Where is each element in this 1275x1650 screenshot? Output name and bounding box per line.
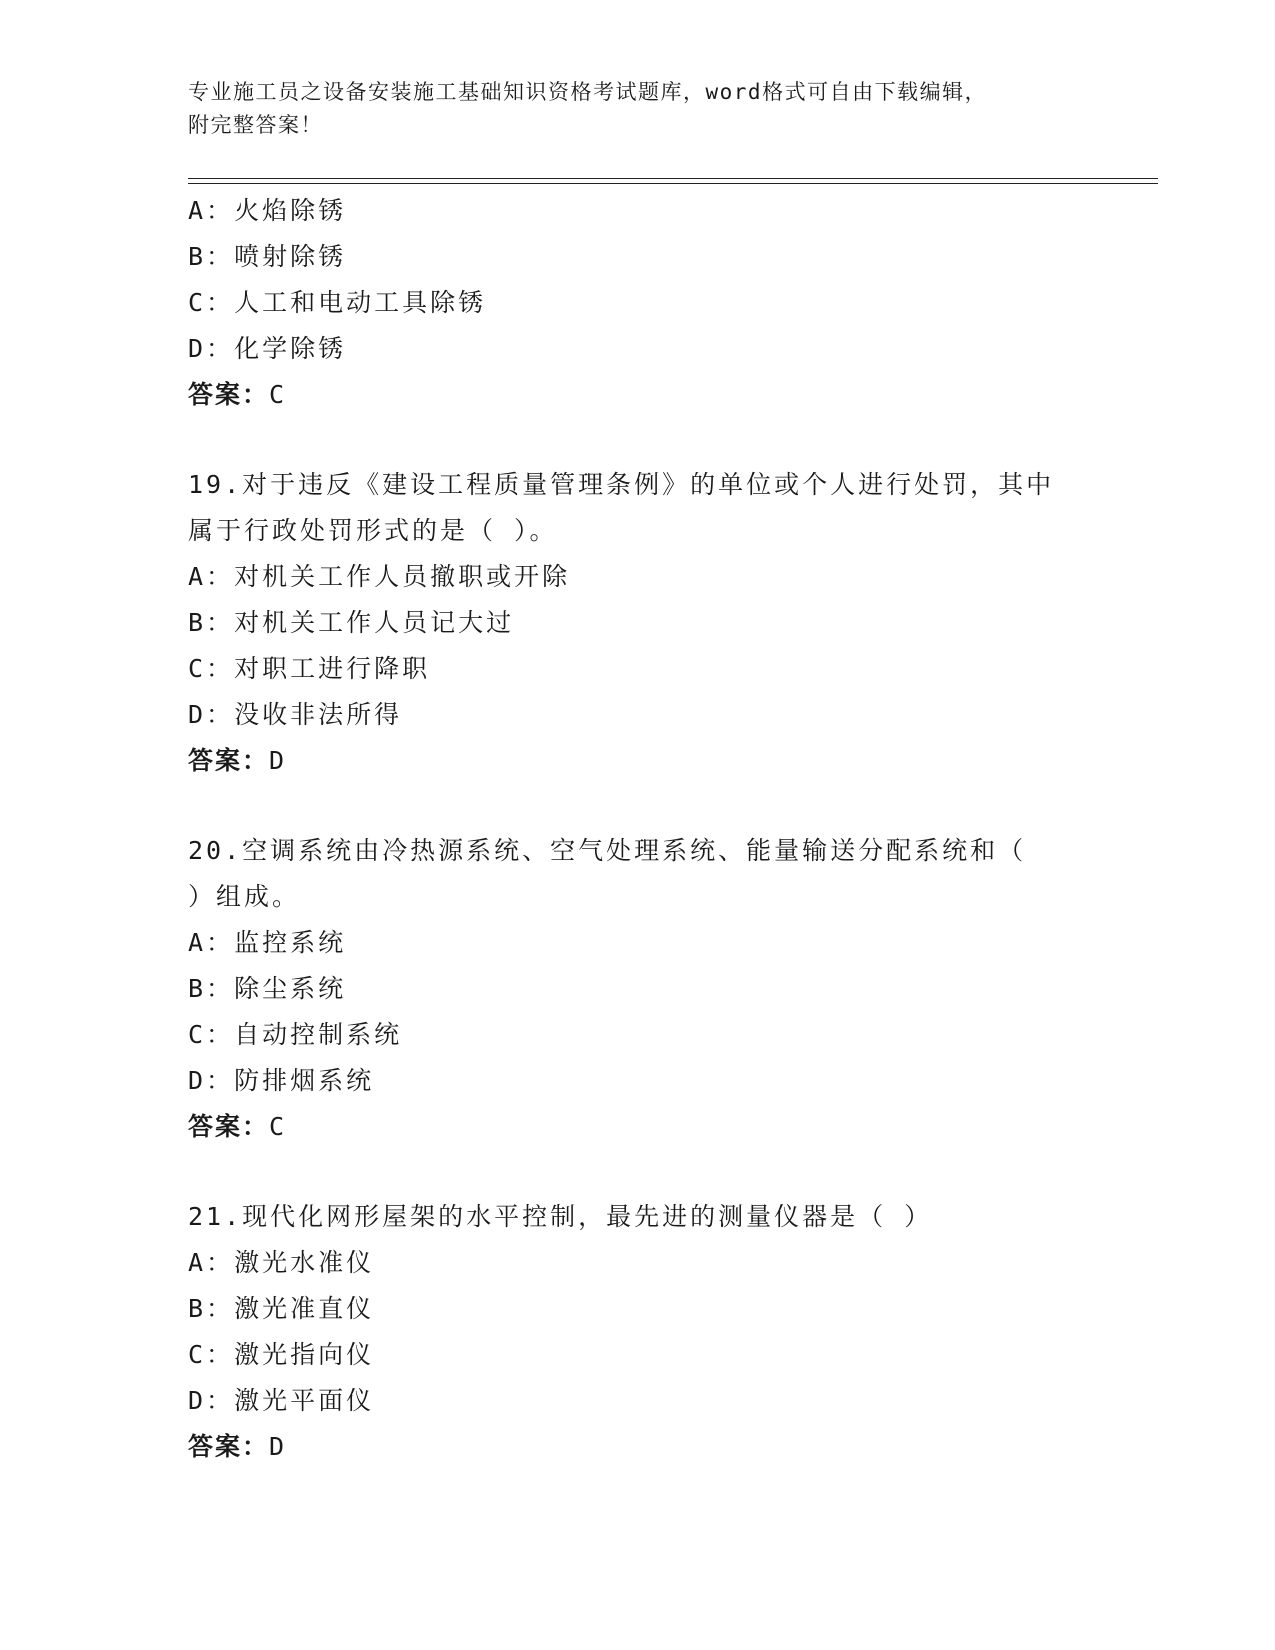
- option-a: [188, 554, 1158, 600]
- option-key: B：: [188, 242, 235, 271]
- option-c: [188, 646, 1158, 692]
- option-b: [188, 600, 1158, 646]
- option-key: D：: [188, 334, 235, 363]
- answer-line: [188, 372, 1158, 418]
- question-stem-line-1: 21.现代化网形屋架的水平控制，最先进的测量仪器是（ ）: [188, 1202, 933, 1231]
- option-key: D：: [188, 1066, 235, 1095]
- option-text: 激光准直仪: [234, 1294, 375, 1323]
- header-divider-bottom: [188, 183, 1158, 184]
- option-key: C：: [188, 654, 235, 683]
- option-d: [188, 1058, 1158, 1104]
- option-b: [188, 1286, 1158, 1332]
- option-d: [188, 692, 1158, 738]
- answer-label: 答案：: [188, 1432, 270, 1461]
- option-key: B：: [188, 608, 235, 637]
- option-key: D：: [188, 700, 235, 729]
- option-d: [188, 1378, 1158, 1424]
- answer-label: 答案：: [188, 380, 270, 409]
- answer-line: [188, 1424, 1158, 1470]
- answer-label: 答案：: [188, 1112, 270, 1141]
- option-key: D：: [188, 1386, 235, 1415]
- question-spacer: [188, 1150, 1158, 1194]
- option-text: 除尘系统: [234, 974, 347, 1003]
- header-divider-top: [188, 178, 1158, 179]
- page-header: [188, 76, 1088, 142]
- option-text: 对机关工作人员撤职或开除: [234, 562, 571, 591]
- option-text: 激光平面仪: [234, 1386, 375, 1415]
- option-c: [188, 1332, 1158, 1378]
- option-c: [188, 280, 1158, 326]
- option-text: 防排烟系统: [234, 1066, 375, 1095]
- option-key: B：: [188, 974, 235, 1003]
- answer-value: C: [269, 1112, 287, 1141]
- question-block-20: [188, 828, 1158, 1150]
- option-text: 监控系统: [234, 928, 347, 957]
- option-text: 自动控制系统: [234, 1020, 403, 1049]
- header-line-1: 专业施工员之设备安装施工基础知识资格考试题库，word格式可自由下载编辑，: [188, 80, 988, 104]
- option-key: C：: [188, 1340, 235, 1369]
- option-a: [188, 1240, 1158, 1286]
- answer-value: D: [269, 746, 287, 775]
- option-b: [188, 234, 1158, 280]
- option-key: A：: [188, 1248, 235, 1277]
- option-a: [188, 188, 1158, 234]
- question-stem-line-1: 20.空调系统由冷热源系统、空气处理系统、能量输送分配系统和（: [188, 836, 1027, 865]
- option-text: 激光水准仪: [234, 1248, 375, 1277]
- option-text: 激光指向仪: [234, 1340, 375, 1369]
- option-c: [188, 1012, 1158, 1058]
- question-stem-line-1: 19.对于违反《建设工程质量管理条例》的单位或个人进行处罚，其中: [188, 470, 1055, 499]
- answer-value: D: [269, 1432, 287, 1461]
- question-spacer: [188, 784, 1158, 828]
- question-block-19: [188, 462, 1158, 784]
- option-b: [188, 966, 1158, 1012]
- option-key: A：: [188, 562, 235, 591]
- question-block-continued: [188, 188, 1158, 418]
- option-text: 人工和电动工具除锈: [234, 288, 487, 317]
- option-key: B：: [188, 1294, 235, 1323]
- option-text: 化学除锈: [234, 334, 347, 363]
- option-text: 对机关工作人员记大过: [234, 608, 515, 637]
- option-text: 没收非法所得: [234, 700, 403, 729]
- question-spacer: [188, 418, 1158, 462]
- answer-line: [188, 1104, 1158, 1150]
- question-stem-line-2: 属于行政处罚形式的是（ ）。: [188, 516, 558, 545]
- option-text: 火焰除锈: [234, 196, 347, 225]
- answer-line: [188, 738, 1158, 784]
- option-key: A：: [188, 928, 235, 957]
- answer-label: 答案：: [188, 746, 270, 775]
- question-stem-line-2: ）组成。: [188, 882, 301, 911]
- answer-value: C: [269, 380, 287, 409]
- question-block-21: [188, 1194, 1158, 1470]
- option-key: C：: [188, 288, 235, 317]
- option-key: C：: [188, 1020, 235, 1049]
- option-key: A：: [188, 196, 235, 225]
- option-d: [188, 326, 1158, 372]
- option-text: 对职工进行降职: [234, 654, 431, 683]
- option-a: [188, 920, 1158, 966]
- option-text: 喷射除锈: [234, 242, 347, 271]
- header-line-2: 附完整答案！: [188, 113, 323, 137]
- question-list: [188, 188, 1158, 1470]
